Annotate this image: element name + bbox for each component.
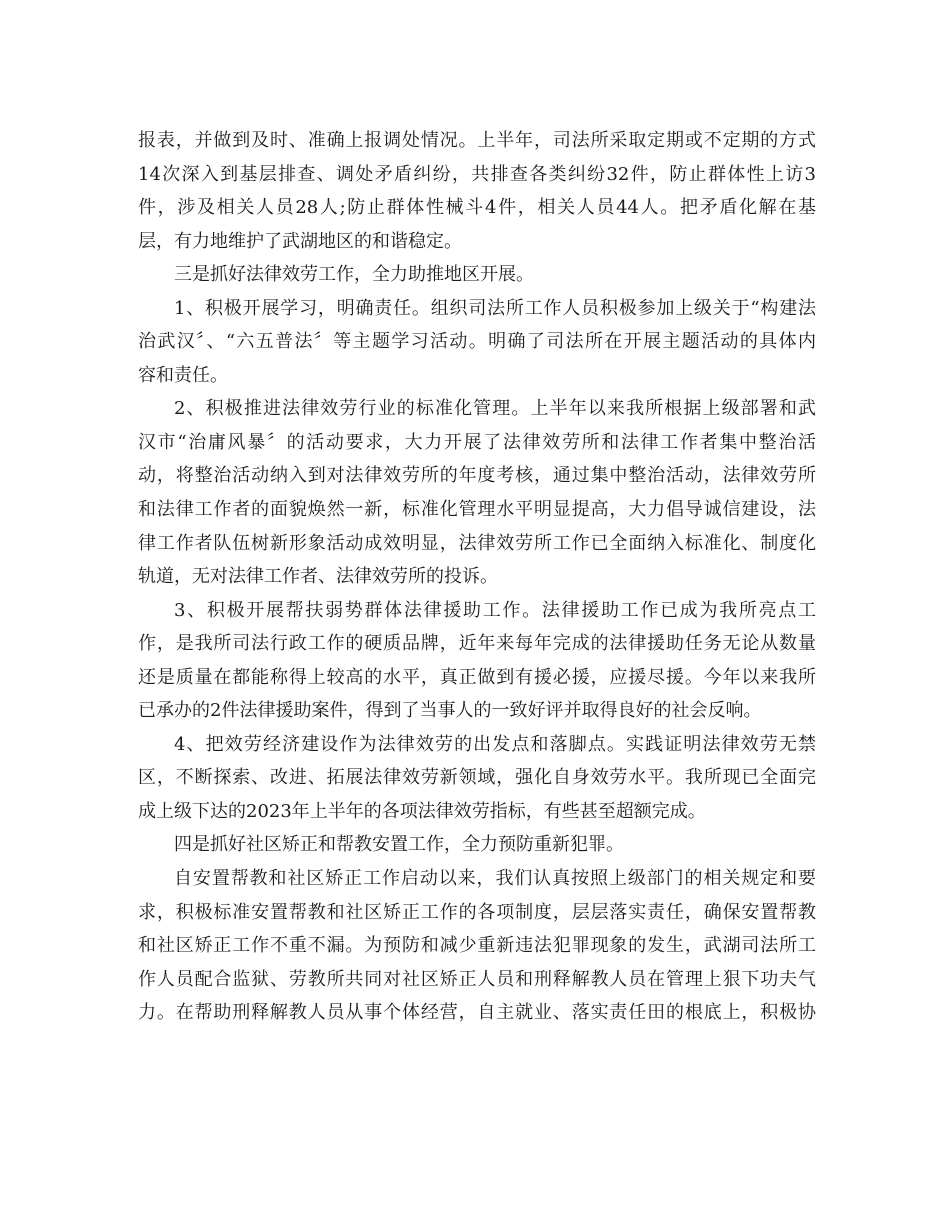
text-line: 报表，并做到及时、准确上报调处情况。上半年，司法所采取定期或不定期的方式 [138,130,816,151]
text-line: 治武汉〞、“六五普法〞等主题学习活动。明确了司法所在开展主题活动的具体内 [138,331,816,353]
text-line: 已承办的2件法律援助案件，得到了当事人的一致好评并取得良好的社会反响。 [138,700,762,722]
text-line: 2、积极推进法律效劳行业的标准化管理。上半年以来我所根据上级部署和武 [174,398,816,420]
text-line: 和法律工作者的面貌焕然一新，标准化管理水平明显提高，大力倡导诚信建设，法 [138,499,816,521]
text-line: 作，是我所司法行政工作的硬质品牌，近年来每年完成的法律援助任务无论从数量 [138,633,816,655]
text-line: 成上级下达的2023年上半年的各项法律效劳指标，有些甚至超额完成。 [138,800,706,822]
text-line: 作人员配合监狱、劳教所共同对社区矫正人员和刑释解教人员在管理上狠下功夫气 [138,968,816,990]
text-line: 四是抓好社区矫正和帮教安置工作，全力预防重新犯罪。 [174,834,624,856]
text-line: 律工作者队伍树新形象活动成效明显，法律效劳所工作已全面纳入标准化、制度化 [138,532,816,554]
text-line: 还是质量在都能称得上较高的水平，真正做到有援必援，应援尽援。今年以来我所 [138,666,816,688]
text-line: 和社区矫正工作不重不漏。为预防和减少重新违法犯罪现象的发生，武湖司法所工 [138,935,816,957]
text-line: 求，积极标准安置帮教和社区矫正工作的各项制度，层层落实责任，确保安置帮教 [138,901,816,923]
text-line: 动，将整治活动纳入到对法律效劳所的年度考核，通过集中整治活动，法律效劳所 [138,465,816,487]
text-line: 容和责任。 [138,364,228,386]
text-line: 轨道，无对法律工作者、法律效劳所的投诉。 [138,566,498,588]
text-line: 层，有力地维护了武湖地区的和谐稳定。 [138,230,462,252]
text-line: 4、把效劳经济建设作为法律效劳的出发点和落脚点。实践证明法律效劳无禁 [174,733,816,755]
text-line: 3、积极开展帮扶弱势群体法律援助工作。法律援助工作已成为我所亮点工 [174,599,816,621]
text-line: 14次深入到基层排查、调处矛盾纠纷，共排查各类纠纷32件，防止群体性上访3 [138,163,816,185]
text-line: 三是抓好法律效劳工作，全力助推地区开展。 [174,264,534,286]
text-line: 1、积极开展学习，明确责任。组织司法所工作人员积极参加上级关于“构建法 [174,297,816,319]
text-line: 区，不断探索、改进、拓展法律效劳新领域，强化自身效劳水平。我所现已全面完 [138,767,816,789]
document-body [138,124,816,1030]
text-line: 力。在帮助刑释解教人员从事个体经营，自主就业、落实责任田的根底上，积极协 [138,1002,816,1024]
text-line: 自安置帮教和社区矫正工作启动以来，我们认真按照上级部门的相关规定和要 [174,868,816,890]
text-line: 汉市“治庸风暴〞的活动要求，大力开展了法律效劳所和法律工作者集中整治活 [138,431,816,453]
text-line: 件，涉及相关人员28人;防止群体性械斗4件，相关人员44人。把矛盾化解在基 [138,197,816,219]
